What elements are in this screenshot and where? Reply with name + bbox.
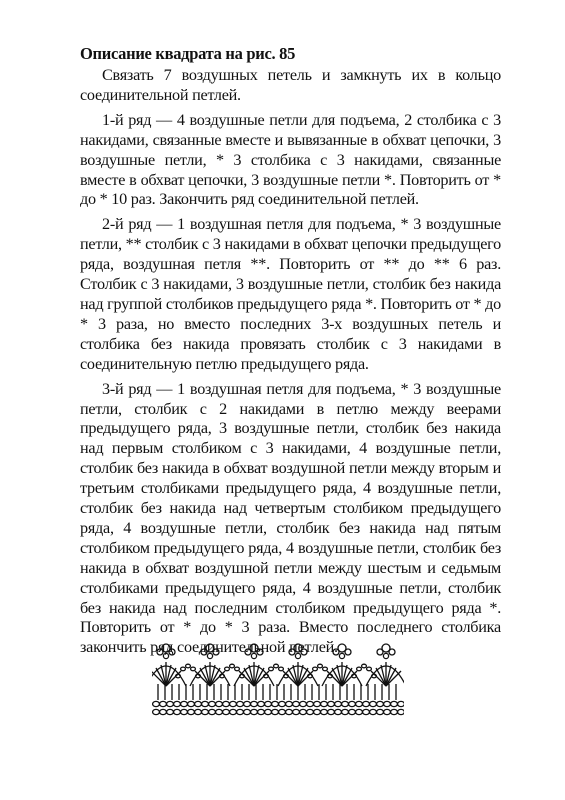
paragraph-row-2: 2-й ряд — 1 воздушная петля для подъема, * 3 воздушные петли, ** столбик с 3 накидами в обхват цепочки предыдущего ряда, воздушная петля **. Повторить от ** до ** 6 раз. Столбик с 3 накидами, 3 воздушные петли, столбик без накида над группой столбиков предыдущего ряда *. Повторить от * до * 3 раза, но вместо последних 3-х воздушных петель и столбика без накида провязать столбик с 3 накидами в соединительную петлю предыдущего ряда. [80,215,501,373]
paragraph-intro: Связать 7 воздушных петель и замкнуть их в кольцо соединительной петлей. [80,66,501,104]
text-column [80,44,501,663]
paragraph-row-1: 1-й ряд — 4 воздушные петли для подъема, 2 столбика с 3 накидами, связанные вместе и вывязанные в обхват цепочки, 3 воздушные петли, * 3 столбика с 3 накидами, связанные вместе в обхват цепочки, 3 воздушные петли *. Повторить от * до * 10 раз. Закончить ряд соединительной петлей. [80,110,501,209]
page-title: Описание квадрата на рис. 85 [80,44,296,63]
crochet-border-illustration [152,636,404,718]
paragraph-row-3: 3-й ряд — 1 воздушная петля для подъема, * 3 воздушные петли, столбик с 2 накидами в петлю между веерами предыдущего ряда, 3 воздушные петли, столбик без накида над первым столбиком с 3 накидами, 4 воздушные петли, столбик без накида в обхват воздушной петли между вторым и третьим столбиками предыдущего ряда, 4 воздушные петли, столбик без накида над четвертым столбиком предыдущего ряда, 4 воздушные петли, столбик без накида над пятым столбиком предыдущего ряда, 4 воздушные петли, столбик без накида в обхват воздушной петли между шестым и седьмым столбиками предыдущего ряда, 4 воздушные петли, столбик без накида над последним столбиком предыдущего ряда *. Повторить от * до * 3 раза. Вместо последнего столбика закончить ряд соединительной петлей. [80,379,501,657]
